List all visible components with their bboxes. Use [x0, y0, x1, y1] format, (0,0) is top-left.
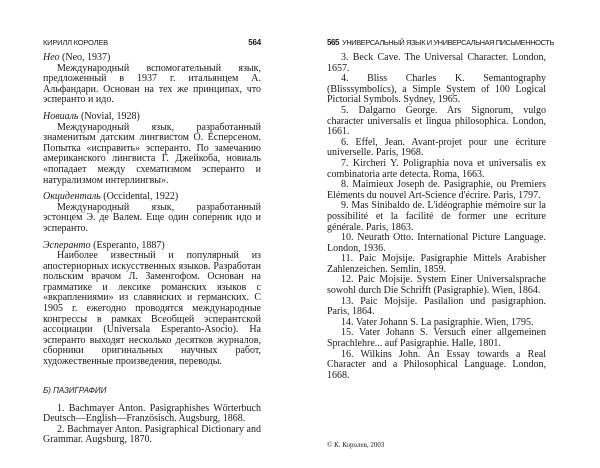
right-page [327, 38, 554, 450]
reference-item: 11. Paic Mojsije. Pasigraphie Mittels Arabisher Zahlenzeichen. Semlin, 1859. [327, 253, 546, 275]
reference-list [327, 53, 546, 381]
entry-info: (Novial, 1928) [80, 110, 140, 122]
entry-text: Международный язык, разработанный эстонцем Э. де Валем. Еще один соперник идо и эсперанто. [43, 201, 261, 234]
entry-text: Международный вспомогательный язык, предложенный в 1937 г. итальянцем А. Альфандари. Основан на тех же принципах, что эсперанто и идо. [43, 62, 261, 106]
page-number: 564 [248, 38, 261, 47]
reference-item: 4. Bliss Charles K. Semantography (Blisssymbolics), a Simple System of 100 Logical Pictorial Symbols. Sydney, 1965. [327, 73, 546, 106]
reference-item: 9. Mas Sinibaldo de. L'idéographie mémoire sur la possibilité et la facilité de former une ecriture générale. Paris, 1863. [327, 200, 546, 233]
running-header [327, 38, 554, 47]
reference-item: 8. Maimieux Joseph de. Pasigraphie, ou Premiers Eléments du nouvel Art-Science d'écrire. Paris, 1797. [327, 179, 546, 201]
reference-item: 6. Effel, Jean. Avant-projet pour une écriture universelle. Paris, 1968. [327, 136, 546, 159]
copyright: © К. Королев, 2003 [327, 441, 385, 450]
entry-info: (Neo, 1937) [62, 52, 111, 63]
reference-item: 3. Beck Cave. The Universal Character. London, 1657. [327, 52, 546, 74]
entry-term: Окциденталь [43, 191, 101, 203]
page-number: 565 [327, 38, 339, 47]
entry-info: (Esperanto, 1887) [93, 239, 165, 251]
entry-text: Наиболее известный и популярный из апостериорных искусственных языков. Разработан польским врачом Л. Заменгофом. Основан на грамматике и лексике романских языков с «вкраплениями» из славянских и германских. С 1905 г. ежегодно проводятся международные конгрессы в рамках Всеобщей эсперантской ассоциации (Universala Esperanto-Asocio). На эсперанто выходят несколько десятков журналов, сборники оригинальных научных работ, художественные произведения, переводы. [43, 250, 261, 368]
reference-item: 15. Vater Johann S. Versuch einer allgemeinen Sprachlehre... auf Pasigraphie. Halle, 1801. [327, 327, 546, 350]
entry-neo [43, 53, 261, 106]
entry-novial [43, 112, 261, 186]
entry-info: (Occidental, 1922) [103, 191, 179, 203]
section-title: Б) ПАЗИГРАФИИ [43, 385, 107, 395]
reference-item: 14. Vater Johann S. La pasigraphie. Wien, 1795. [341, 316, 534, 328]
reference-list [43, 404, 261, 446]
reference-item: 5. Dalgarno George. Ars Signorum, vulgo character universalis et lingua philosophica. London, 1661. [327, 104, 546, 138]
entry-term: Нео [43, 52, 60, 63]
header-author: КИРИЛЛ КОРОЛЕВ [43, 38, 108, 47]
left-page [43, 38, 261, 446]
reference-item: 10. Neurath Otto. International Picture Language. London, 1936. [327, 232, 546, 254]
entry-esperanto [43, 241, 261, 368]
entry-term: Эсперанто [43, 239, 91, 251]
reference-item: 16. Wilkins John. An Essay towards a Real Character and a Philosophical Language. London, 1668. [327, 348, 546, 381]
reference-item: 2. Bachmayer Anton. Pasigraphical Dictionary and Grammar. Augsburg, 1870. [43, 423, 261, 446]
reference-item: 13. Paic Mojsije. Pasilalion und pasigraphion. Paris, 1864. [327, 295, 546, 318]
running-header [43, 38, 261, 47]
reference-item: 12. Paic Mojsije. System Einer Universalsprache sowohl durch Die Schrifft (Pasigraphie). Wien, 1864. [327, 274, 546, 297]
entry-text: Международный язык, разработанный знаменитым датским лингвистом О. Есперсеном. Попытка «исправить» эсперанто. По замечанию американского лингвиста Г. Джейкоба, новиаль «попадает между схематизмом эсперанто и натурализмом интерлингвы». [43, 121, 261, 186]
header-title: УНИВЕРСАЛЬНЫЙ ЯЗЫК И УНИВЕРСАЛЬНАЯ ПИСЬМЕННОСТЬ [342, 38, 554, 47]
reference-item: 7. Kircheri Y. Poligraphia nova et universalis ex combinatoria arte detecta. Roma, 1663. [327, 157, 546, 180]
reference-item: 1. Bachmayer Anton. Pasigraphishes Wörterbuch Deutsch—English—Französisch. Augsburg, 1868. [43, 402, 261, 425]
entry-term: Новиаль [43, 110, 79, 122]
entry-occidental [43, 192, 261, 234]
